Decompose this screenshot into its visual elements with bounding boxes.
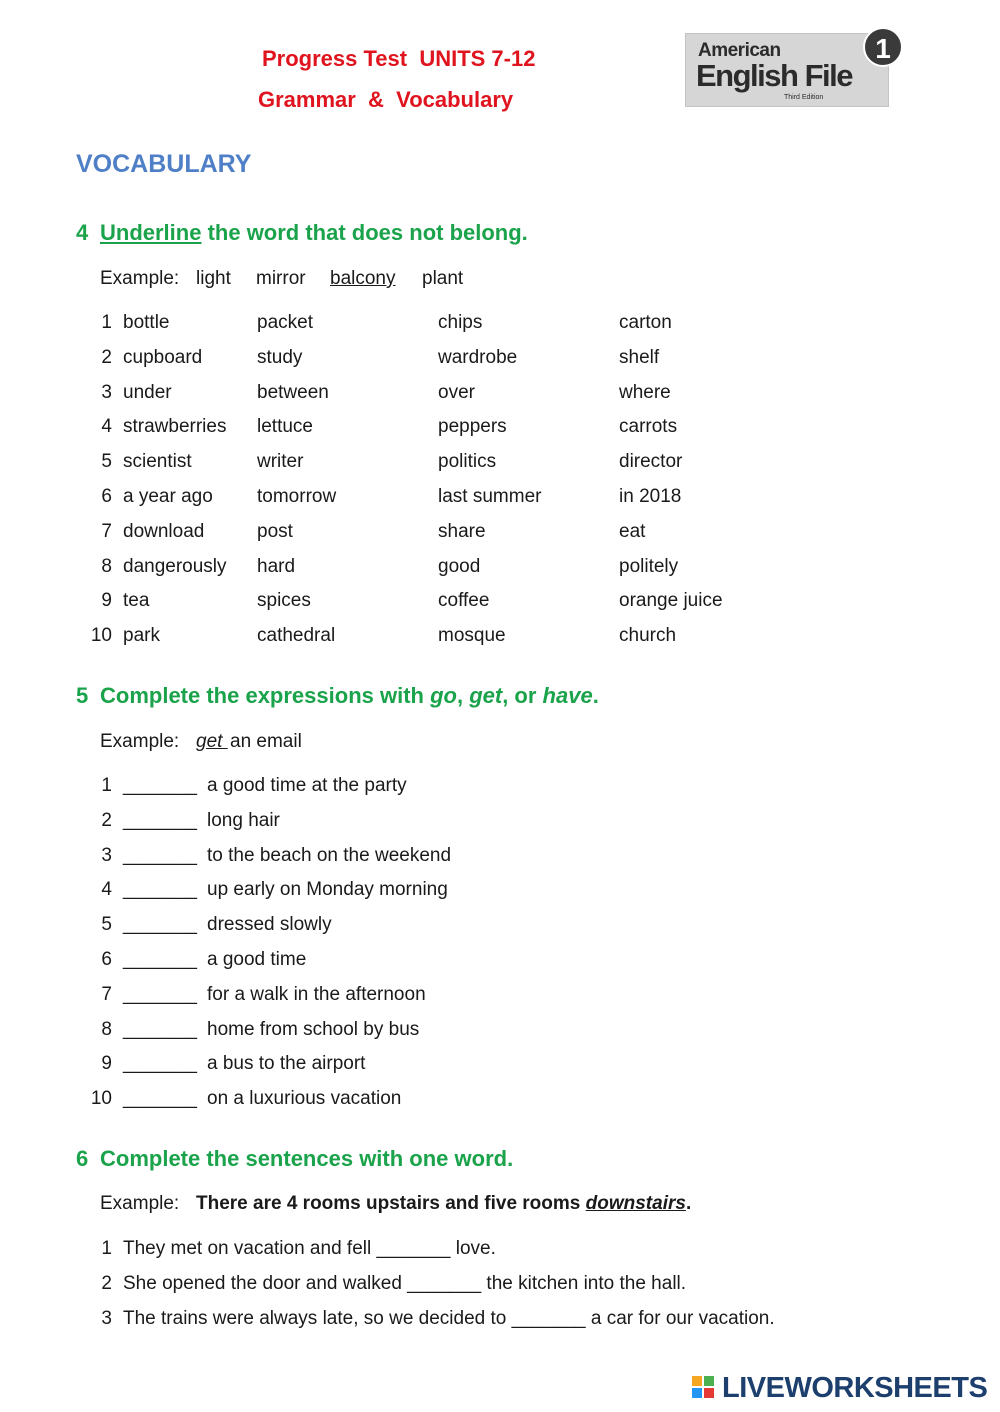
logo-sub-text: Third Edition xyxy=(784,94,824,101)
word-option[interactable]: church xyxy=(619,625,677,647)
item-number: 2 xyxy=(101,346,112,368)
word-option[interactable]: packet xyxy=(257,312,313,333)
item-number: 7 xyxy=(101,983,112,1005)
word-option[interactable]: in 2018 xyxy=(619,486,682,507)
item-number: 2 xyxy=(101,1272,112,1294)
sentence-text[interactable]: They met on vacation and fell _______ love. xyxy=(123,1238,496,1259)
keyword-have: have xyxy=(542,683,593,708)
list-item xyxy=(0,983,1000,1007)
keyword-go: go xyxy=(430,683,457,708)
test-subtitle: Grammar & Vocabulary xyxy=(258,87,514,112)
list-item xyxy=(0,415,1000,439)
list-item xyxy=(0,1237,1000,1261)
exercise-5-example xyxy=(100,731,302,753)
word-option[interactable]: shelf xyxy=(619,346,660,368)
item-text: home from school by bus xyxy=(207,1018,420,1040)
word-option[interactable]: good xyxy=(438,555,481,577)
logo-top-text: American xyxy=(698,40,781,61)
american-english-file-logo xyxy=(685,33,889,107)
word-option[interactable]: download xyxy=(123,520,205,542)
list-item xyxy=(0,1052,1000,1076)
exercise-5-heading xyxy=(76,683,599,709)
item-text: up early on Monday morning xyxy=(207,879,448,901)
logo-level-number: 1 xyxy=(863,27,903,67)
separator: , xyxy=(456,683,470,708)
word-option[interactable]: strawberries xyxy=(123,416,227,438)
word-option[interactable]: orange juice xyxy=(619,590,723,612)
item-number: 9 xyxy=(101,1053,112,1075)
item-number: 8 xyxy=(101,1018,112,1040)
word-option[interactable]: cathedral xyxy=(257,625,336,647)
word-option[interactable]: spices xyxy=(257,590,311,612)
example-text: There are 4 rooms upstairs and five rooms xyxy=(196,1193,586,1214)
item-text: dressed slowly xyxy=(207,914,332,936)
word-option[interactable]: dangerously xyxy=(123,555,227,577)
exercise-number: 5 xyxy=(76,683,89,708)
answer-blank[interactable]: _______ xyxy=(123,983,197,1005)
answer-blank[interactable]: _______ xyxy=(123,879,197,901)
word-option[interactable]: lettuce xyxy=(257,416,313,438)
word-option[interactable]: tomorrow xyxy=(257,486,337,507)
test-title: Progress Test UNITS 7-12 xyxy=(262,46,536,71)
list-item xyxy=(0,1272,1000,1296)
list-item xyxy=(0,485,1000,509)
separator: , or xyxy=(502,683,543,708)
word-option[interactable]: director xyxy=(619,451,683,473)
exercise-4-example xyxy=(100,268,464,290)
item-text: long hair xyxy=(207,809,280,831)
list-item xyxy=(0,1087,1000,1111)
word-option[interactable]: cupboard xyxy=(123,346,203,368)
liveworksheets-logo-icon xyxy=(692,1376,716,1400)
word-option[interactable]: post xyxy=(257,520,293,542)
word-option[interactable]: a year ago xyxy=(123,486,213,507)
word-option[interactable]: peppers xyxy=(438,416,507,438)
example-word: light xyxy=(196,268,231,289)
word-option[interactable]: share xyxy=(438,520,486,542)
item-number: 7 xyxy=(101,520,112,542)
item-text: for a walk in the afternoon xyxy=(207,983,426,1005)
word-option[interactable]: carrots xyxy=(619,416,678,438)
item-number: 1 xyxy=(101,775,112,796)
word-option[interactable]: tea xyxy=(123,590,150,612)
list-item xyxy=(0,913,1000,937)
instruction-text: Complete the expressions with xyxy=(100,683,431,708)
exercise-number: 6 xyxy=(76,1146,89,1171)
item-text: a good time at the party xyxy=(207,775,407,796)
instruction-text: the word that does not belong. xyxy=(201,220,528,245)
item-number: 4 xyxy=(101,879,112,901)
word-option[interactable]: chips xyxy=(438,312,483,333)
word-option[interactable]: between xyxy=(257,381,329,403)
exercise-4-heading xyxy=(76,220,528,246)
watermark-text: LIVEWORKSHEETS xyxy=(722,1372,988,1404)
item-number: 5 xyxy=(101,914,112,936)
word-option[interactable]: politics xyxy=(438,451,497,473)
list-item xyxy=(0,450,1000,474)
list-item xyxy=(0,555,1000,579)
answer-blank[interactable]: _______ xyxy=(123,1053,197,1075)
item-text: a good time xyxy=(207,949,307,970)
keyword-get: get xyxy=(469,683,503,708)
exercise-6-heading xyxy=(76,1146,513,1172)
word-option[interactable]: last summer xyxy=(438,486,542,507)
answer-blank[interactable]: _______ xyxy=(123,1088,197,1110)
item-number: 3 xyxy=(101,1307,112,1329)
word-option[interactable]: hard xyxy=(257,555,296,577)
word-option[interactable]: over xyxy=(438,381,475,403)
item-number: 9 xyxy=(101,590,112,612)
example-word: plant xyxy=(422,268,464,289)
instruction-text: Complete the sentences with one word. xyxy=(100,1146,514,1171)
list-item xyxy=(0,809,1000,833)
item-text: to the beach on the weekend xyxy=(207,844,452,866)
word-option[interactable]: politely xyxy=(619,555,679,577)
list-item xyxy=(0,346,1000,370)
example-word: mirror xyxy=(256,268,306,289)
item-number: 1 xyxy=(101,1238,112,1259)
logo-main-text: English File xyxy=(696,58,852,93)
list-item xyxy=(0,878,1000,902)
list-item xyxy=(0,1307,1000,1331)
example-answer: get xyxy=(196,731,228,752)
word-option[interactable]: study xyxy=(257,346,303,368)
answer-blank[interactable]: _______ xyxy=(123,1018,197,1040)
item-number: 10 xyxy=(90,1088,112,1110)
answer-blank[interactable]: _______ xyxy=(123,844,197,866)
word-option[interactable]: writer xyxy=(257,451,304,473)
example-rest: an email xyxy=(230,731,302,752)
item-number: 8 xyxy=(101,555,112,577)
list-item xyxy=(0,381,1000,405)
item-number: 3 xyxy=(101,844,112,866)
word-option[interactable]: under xyxy=(123,381,172,403)
item-number: 4 xyxy=(101,416,112,438)
exercise-6-example xyxy=(100,1193,692,1215)
section-title: VOCABULARY xyxy=(76,150,252,178)
sentence-text[interactable]: She opened the door and walked _______ the kitchen into the hall. xyxy=(123,1272,687,1294)
list-item xyxy=(0,1018,1000,1042)
list-item xyxy=(0,774,1000,798)
item-number: 3 xyxy=(101,381,112,403)
word-option[interactable]: park xyxy=(123,625,160,647)
example-label: Example: xyxy=(100,268,180,289)
list-item xyxy=(0,589,1000,613)
item-text: on a luxurious vacation xyxy=(207,1088,402,1110)
word-option[interactable]: eat xyxy=(619,520,646,542)
word-option[interactable]: wardrobe xyxy=(438,346,518,368)
example-label: Example: xyxy=(100,731,180,752)
item-number: 5 xyxy=(101,451,112,473)
list-item xyxy=(0,948,1000,972)
sentence-text[interactable]: The trains were always late, so we decided to _______ a car for our vacation. xyxy=(123,1307,775,1329)
item-number: 1 xyxy=(101,312,112,333)
item-text: a bus to the airport xyxy=(207,1053,366,1075)
answer-blank[interactable]: _______ xyxy=(123,914,197,936)
word-option[interactable]: mosque xyxy=(438,625,506,647)
item-number: 2 xyxy=(101,809,112,831)
example-answer-word: balcony xyxy=(330,268,396,289)
word-option[interactable]: carton xyxy=(619,312,672,333)
word-option[interactable]: bottle xyxy=(123,312,170,333)
word-option[interactable]: coffee xyxy=(438,590,490,612)
answer-blank[interactable]: _______ xyxy=(123,775,197,796)
instruction-underline-word: Underline xyxy=(100,220,202,245)
word-option[interactable]: where xyxy=(619,381,671,403)
item-number: 6 xyxy=(101,486,112,507)
list-item xyxy=(0,624,1000,648)
answer-blank[interactable]: _______ xyxy=(123,949,197,970)
list-item xyxy=(0,520,1000,544)
item-number: 6 xyxy=(101,949,112,970)
example-answer: downstairs xyxy=(585,1193,686,1214)
list-item xyxy=(0,844,1000,868)
answer-blank[interactable]: _______ xyxy=(123,809,197,831)
period: . xyxy=(592,683,599,708)
example-label: Example: xyxy=(100,1193,180,1214)
example-sentence xyxy=(196,1193,691,1215)
item-number: 10 xyxy=(90,625,112,647)
example-end: . xyxy=(685,1193,692,1214)
exercise-number: 4 xyxy=(76,220,89,245)
list-item xyxy=(0,311,1000,335)
word-option[interactable]: scientist xyxy=(123,451,192,473)
